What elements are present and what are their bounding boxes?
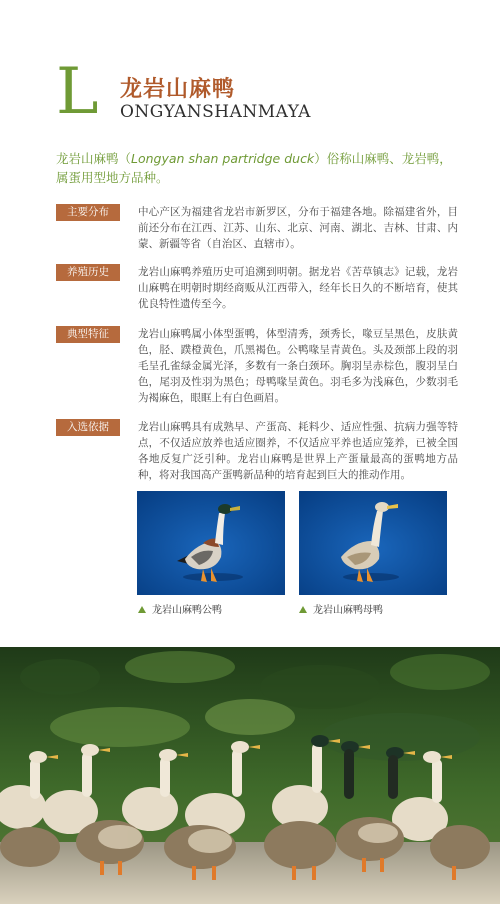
section-label-badge: 典型特征 <box>56 326 120 343</box>
duck-flock-image <box>0 647 500 904</box>
caption-text: 龙岩山麻鸭公鸭 <box>152 605 222 616</box>
intro-before: 龙岩山麻鸭（ <box>56 151 132 166</box>
section-text: 龙岩山麻鸭具有成熟早、产蛋高、耗料少、适应性强、抗病力强等特点，不仅适应放养也适应圈养，不仅适应平养也适应笼养，已被全国各地反复广泛引种。龙岩山麻鸭是世界上产蛋量最高的蛋鸭地方品种，将对我国高产蛋鸭新品种的培育起到巨大的推动作用。 <box>138 421 458 481</box>
section-distribution <box>56 204 456 254</box>
section-label-badge: 入选依据 <box>56 419 120 436</box>
caption-text: 龙岩山麻鸭母鸭 <box>313 605 383 616</box>
section-text: 中心产区为福建省龙岩市新罗区，分布于福建各地。除福建省外，目前还分布在江西、江苏、山东、北京、河南、湖北、吉林、甘肃、内蒙、新疆等省（自治区、直辖市）。 <box>138 206 458 250</box>
section-text: 龙岩山麻鸭属小体型蛋鸭，体型清秀，颈秀长，喙豆呈黑色，皮肤黄色，胫、蹼橙黄色，爪黑褐色。公鸭喙呈青黄色。头及颈部上段的羽毛呈孔雀绿金属光泽，多数有一条白颈环。胸羽呈赤棕色，腹羽呈白色，尾羽及性羽为黑色；母鸭喙呈黄色。羽毛多为浅麻色，少数羽毛为褐麻色，眼眶上有白色画眉。 <box>138 328 458 404</box>
section-label-badge: 养殖历史 <box>56 264 120 281</box>
female-duck-photo <box>299 491 447 595</box>
section-text: 龙岩山麻鸭养殖历史可追溯到明朝。据龙岩《苦草镇志》记载，龙岩山麻鸭在明朝时期经商贩从江西带入，经年长日久的不断培育，使其优良特性遗传至今。 <box>138 266 458 310</box>
page-title: 龙岩山麻鸭 <box>120 77 236 102</box>
page-title-pinyin: ONGYANSHANMAYA <box>120 102 311 122</box>
female-duck-image <box>299 491 447 595</box>
section-selection-basis <box>56 419 456 485</box>
male-duck-caption <box>138 601 222 616</box>
section-label-badge: 主要分布 <box>56 204 120 221</box>
drop-cap-letter: L <box>56 55 99 129</box>
section-features <box>56 326 458 404</box>
duck-flock-photo <box>0 647 500 904</box>
male-duck-image <box>137 491 285 595</box>
intro-paragraph <box>56 149 456 187</box>
male-duck-photo <box>137 491 285 595</box>
header <box>56 55 456 129</box>
section-history <box>56 264 456 314</box>
female-duck-caption <box>299 601 383 616</box>
intro-latin-name: Longyan shan partridge duck <box>131 151 315 166</box>
intro-after: ）俗称山麻鸭、龙岩鸭，属蛋用型地方品种。 <box>56 151 452 185</box>
triangle-bullet-icon <box>299 606 307 613</box>
triangle-bullet-icon <box>138 606 146 613</box>
